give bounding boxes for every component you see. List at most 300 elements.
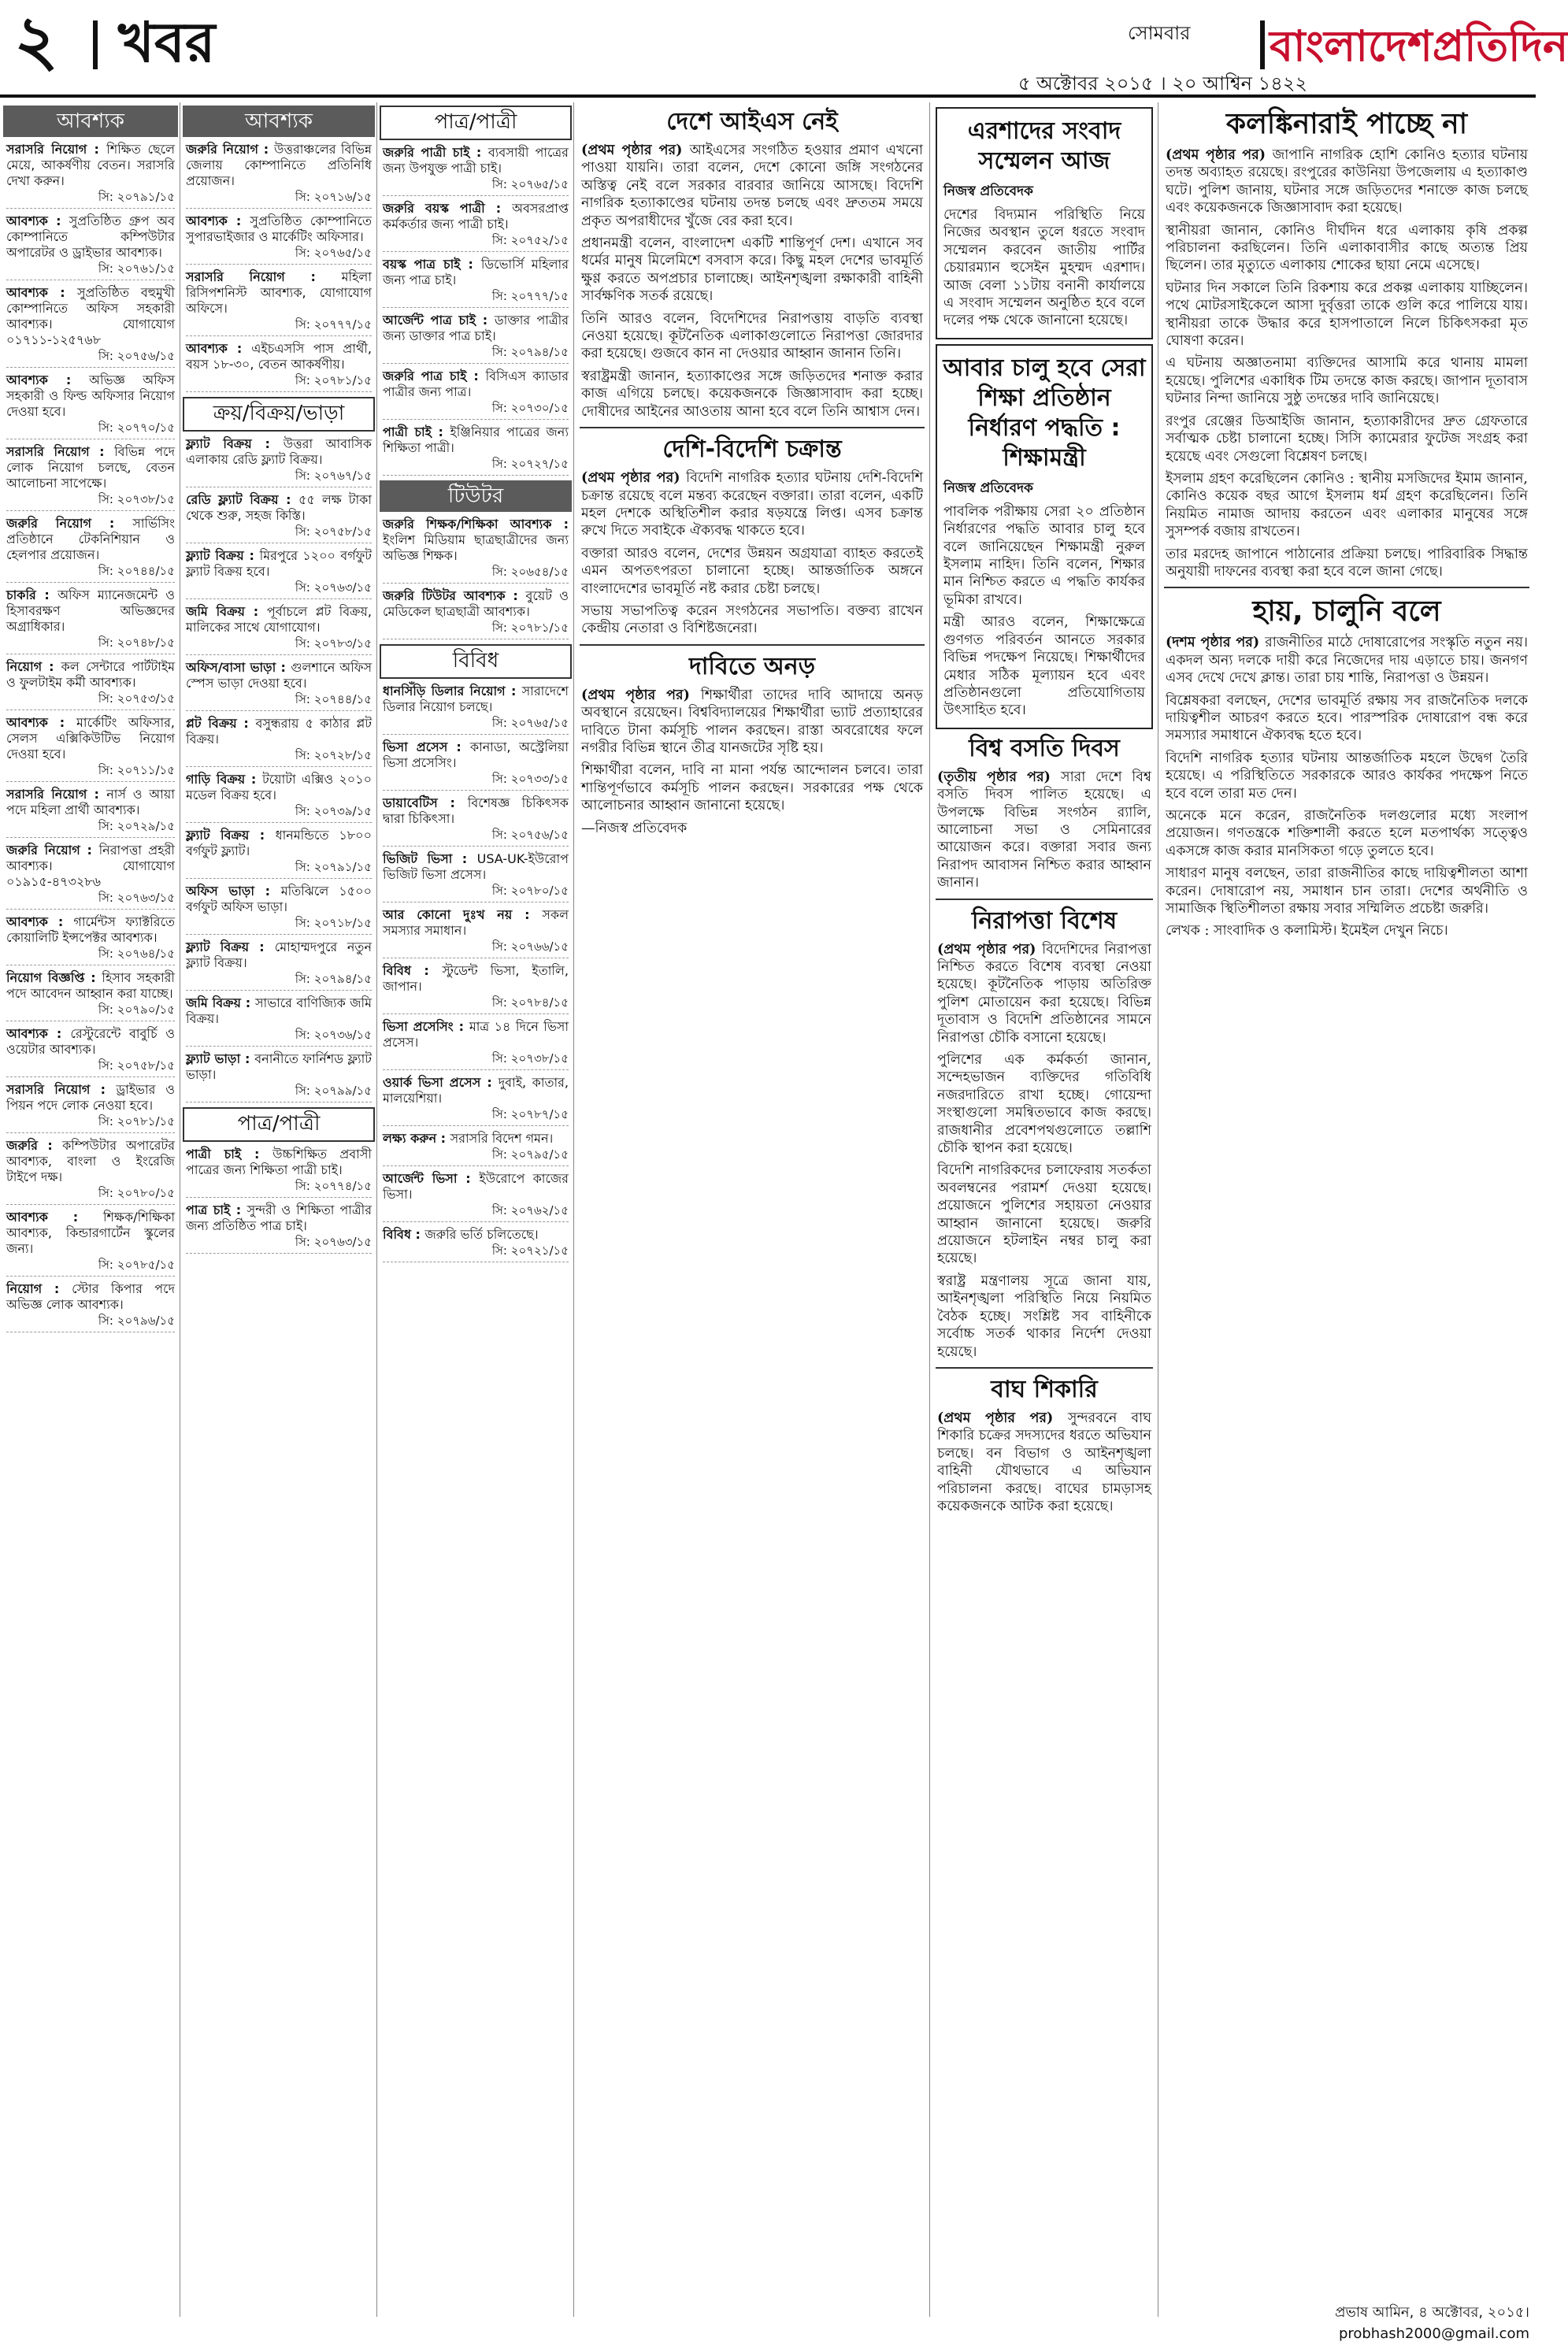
ad-title: আবশ্যক : bbox=[6, 213, 69, 228]
ad-code: সি: ২০৭৭০/১৫ bbox=[98, 421, 175, 435]
ad-text: কানাডা, অস্ট্রেলিয়া ভিসা প্রসেসিং। bbox=[383, 739, 569, 770]
ad-title: সরাসরি নিয়োগ : bbox=[6, 787, 107, 802]
story-paragraph bbox=[1166, 546, 1528, 581]
ad-title: ফ্ল্যাট বিক্রয় : bbox=[186, 436, 284, 451]
category-heading: পাত্র/পাত্রী bbox=[380, 106, 572, 140]
paragraph-text: সারা দেশে বিশ্ব বসতি দিবস পালিত হয়েছে। এ উপলক্ষে বিভিন্ন সংগঠন র‌্যালি, আলোচনা সভা ও সেমিনারের আয়োজন করে। বক্তারা সবার জন্য নিরাপদ আবাসন নিশ্চিত করার আহ্বান জানান। bbox=[937, 769, 1151, 891]
ad-text: নার্স ও আয়া পদে মহিলা প্রার্থী আবশ্যক। bbox=[6, 787, 175, 817]
logo-part-2: প্রতিদিন bbox=[1432, 20, 1568, 71]
headline-education[interactable]: আবার চালু হবে সেরা শিক্ষা প্রতিষ্ঠান নির্ধারণ পদ্ধতি : শিক্ষামন্ত্রী bbox=[943, 354, 1146, 472]
ad-text: জরুরি ভর্তি চলিতেছে। bbox=[424, 1227, 539, 1242]
ad-text: গুলশানে অফিস স্পেস ভাড়া দেওয়া হবে। bbox=[186, 660, 373, 691]
ad-title: জরুরি নিয়োগ : bbox=[6, 843, 99, 858]
classified-ad bbox=[6, 372, 175, 439]
paragraph-text: বক্তারা আরও বলেন, দেশের উন্নয়ন অগ্রযাত্রা ব্যাহত করতেই এমন অপতৎপরতা চালানো হচ্ছে। আন্তর্জাতিক অঙ্গনে বাংলাদেশের ভাবমূর্তি নষ্ট করার চেষ্টা চলছে। bbox=[581, 545, 923, 597]
category-heading: আবশ্যক bbox=[183, 106, 375, 137]
classified-ad bbox=[186, 716, 372, 767]
ad-text: মোহাম্মদপুরে নতুন ফ্ল্যাট বিক্রয়। bbox=[186, 939, 372, 970]
ad-text: রেস্টুরেন্টে বাবুর্চি ও ওয়েটার আবশ্যক। bbox=[6, 1026, 175, 1057]
classified-ad bbox=[383, 795, 569, 847]
ad-code: সি: ২০৭৫২/১৫ bbox=[491, 233, 569, 247]
story-paragraph bbox=[581, 687, 923, 758]
ad-code: সি: ২০৭৩৯/১৫ bbox=[295, 804, 372, 818]
byline: নিজস্ব প্রতিবেদক bbox=[943, 183, 1033, 199]
ad-text: অফিস ম্যানেজমেন্ট ও হিসাবরক্ষণ অভিজ্ঞদের অগ্রাধিকার। bbox=[6, 587, 175, 634]
classified-ad bbox=[383, 963, 569, 1014]
paragraph-text: বিশ্লেষকরা বলছেন, দেশের ভাবমূর্তি রক্ষায় সব রাজনৈতিক দলকে দায়িত্বশীল আচরণ করতে হবে। পারস্পরিক দোষারোপ বন্ধ করে সমস্যার সমাধানে ঐক্যবদ্ধ হতে হবে। bbox=[1166, 692, 1528, 744]
ad-code: সি: ২০৭২১/১৫ bbox=[491, 1243, 569, 1258]
paragraph-text: মন্ত্রী আরও বলেন, শিক্ষাক্ষেত্রে গুণগত পরিবর্তন আনতে সরকার বিভিন্ন পদক্ষেপ নিয়েছে। শিক্ষার্থীদের মেধার সঠিক মূল্যায়ন হবে এবং প্রতিষ্ঠানগুলো প্রতিযোগিতায় উৎসাহিত হবে। bbox=[943, 614, 1145, 719]
paragraph-text: অনেকে মনে করেন, রাজনৈতিক দলগুলোর মধ্যে সংলাপ প্রয়োজন। গণতন্ত্রকে শক্তিশালী করতে হলে মতপার্থক্য সত্ত্বেও একসঙ্গে কাজ করার মানসিকতা গড়ে তুলতে হবে। bbox=[1166, 808, 1528, 859]
ad-title: নিয়োগ বিজ্ঞপ্তি : bbox=[6, 970, 102, 985]
ad-code: সি: ২০৭৯৪/১৫ bbox=[295, 972, 372, 986]
ad-list bbox=[183, 436, 375, 1102]
story-paragraph bbox=[1166, 865, 1528, 917]
news-column-b bbox=[932, 102, 1156, 2315]
paragraph-text: রংপুর রেঞ্জের ডিআইজি জানান, হত্যাকারীদের দ্রুত গ্রেফতারে সর্বাত্মক চেষ্টা চালানো হচ্ছে। সিসি ক্যামেরার ফুটেজ সংগ্রহ করা হয়েছে এবং সেগুলো বিশ্লেষণ চলছে। bbox=[1166, 413, 1528, 465]
ad-title: জরুরি শিক্ষক/শিক্ষিকা আবশ্যক : bbox=[383, 517, 569, 532]
story-paragraph bbox=[943, 503, 1145, 609]
classified-ad bbox=[6, 843, 175, 910]
ad-code: সি: ২০৭৫৮/১৫ bbox=[295, 524, 372, 539]
classified-ad bbox=[186, 995, 372, 1047]
ad-text: হিসাব সহকারী পদে আবেদন আহ্বান করা যাচ্ছে। bbox=[6, 970, 175, 1001]
headline-adamant[interactable]: দাবিতে অনড় bbox=[688, 652, 816, 680]
classified-ad bbox=[186, 548, 372, 599]
classified-ad bbox=[6, 587, 175, 654]
story-paragraph bbox=[581, 545, 923, 598]
ad-list bbox=[380, 517, 572, 639]
ad-text: ইঞ্জিনিয়ার পাত্রের জন্য শিক্ষিতা পাত্রী। bbox=[383, 424, 569, 455]
ad-title: জরুরি নিয়োগ : bbox=[6, 516, 133, 531]
ad-title: অফিস ভাড়া : bbox=[186, 884, 281, 899]
classified-ad bbox=[186, 213, 372, 265]
ad-text: অবসরপ্রাপ্ত কর্মকর্তার জন্য পাত্রী চাই। bbox=[383, 201, 569, 232]
ad-title: আবশ্যক : bbox=[6, 715, 77, 730]
ad-title: আবশ্যক : bbox=[186, 341, 252, 356]
classified-ad bbox=[186, 142, 372, 209]
story-paragraph bbox=[1166, 280, 1528, 350]
ad-code: সি: ২০৭৭৭/১৫ bbox=[295, 317, 372, 332]
ad-title: জরুরি পাত্র চাই : bbox=[383, 369, 486, 384]
classified-ad bbox=[186, 492, 372, 543]
ad-code: সি: ২০৭৮১/১৫ bbox=[295, 373, 372, 387]
ad-code: সি: ২০৭৬৫/১৫ bbox=[295, 246, 372, 260]
category-heading: আবশ্যক bbox=[3, 106, 178, 137]
paragraph-text: ঘটনার দিন সকালে তিনি রিকশায় করে প্রকল্প এলাকায় যাচ্ছিলেন। পথে মোটরসাইকেলে আসা দুর্বৃত্তরা তাকে গুলি করে পালিয়ে যায়। স্থানীয়রা তাকে উদ্ধার করে হাসপাতালে নিলে চিকিৎসকরা মৃত ঘোষণা করেন। bbox=[1166, 280, 1528, 350]
classified-ad bbox=[6, 787, 175, 838]
ad-title: গাড়ি বিক্রয় : bbox=[186, 772, 263, 787]
ad-code: সি: ২০৭৯০/১৫ bbox=[98, 1002, 175, 1017]
ad-code: সি: ২০৭৭৪/১৫ bbox=[295, 1179, 372, 1193]
paragraph-text: পুলিশের এক কর্মকর্তা জানান, সন্দেহভাজন ব্যক্তিদের গতিবিধি নজরদারিতে রাখা হচ্ছে। গোয়েন্দা সংস্থাগুলো সমন্বিতভাবে কাজ করছে। রাজধানীর প্রবেশপথগুলোতে তল্লাশি চৌকি স্থাপন করা হয়েছে। bbox=[937, 1052, 1151, 1157]
ad-text: মতিঝিলে ১৫০০ বর্গফুট অফিস ভাড়া। bbox=[186, 884, 372, 914]
ad-code: সি: ২০৭৬৬/১৫ bbox=[491, 939, 569, 954]
paragraph-text: তিনি আরও বলেন, বিদেশিদের নিরাপত্তায় বাড়তি ব্যবস্থা নেওয়া হয়েছে। কূটনৈতিক এলাকাগুলোতে নিরাপত্তা জোরদার করা হয়েছে। গুজবে কান না দেওয়ার আহ্বান জানান তিনি। bbox=[581, 310, 923, 362]
day-name: সোমবার bbox=[1128, 22, 1191, 44]
classified-ad bbox=[6, 715, 175, 782]
section-title: খবর bbox=[118, 9, 216, 75]
ad-text: সুপ্রতিষ্ঠিত গ্রুপ অব কোম্পানিতে কম্পিউটার অপারেটর ও ড্রাইভার আবশ্যক। bbox=[6, 213, 175, 260]
paragraph-text: তার মরদেহ জাপানে পাঠানোর প্রক্রিয়া চলছে। পারিবারিক সিদ্ধান্ত অনুযায়ী দাফনের ব্যবস্থা করা হবে বলে জানা গেছে। bbox=[1166, 546, 1528, 580]
ad-text: মিরপুরে ১২০০ বর্গফুট ফ্ল্যাট বিক্রয় হবে। bbox=[186, 548, 372, 579]
headline-conspiracy[interactable]: দেশি-বিদেশি চক্রান্ত bbox=[662, 435, 842, 464]
story-paragraph bbox=[1166, 413, 1528, 465]
story-paragraph bbox=[1166, 146, 1528, 217]
ad-code: সি: ২০৭৪৪/১৫ bbox=[295, 692, 372, 706]
column-rule bbox=[573, 102, 574, 2317]
continuation-label: (প্রথম পৃষ্ঠার পর) bbox=[937, 1410, 1068, 1426]
ad-title: ফ্ল্যাট বিক্রয় : bbox=[186, 939, 275, 954]
paragraph-text: বিদেশিদের নিরাপত্তা নিশ্চিত করতে বিশেষ ব্যবস্থা নেওয়া হয়েছে। কূটনৈতিক পাড়ায় অতিরিক্ত পুলিশ মোতায়েন করা হয়েছে। বিভিন্ন দূতাবাস ও বিদেশি প্রতিষ্ঠানের সামনে নিরাপত্তা চৌকি বসানো হয়েছে। bbox=[937, 941, 1151, 1046]
ad-code: সি: ২০৭৫৬/১৫ bbox=[491, 828, 569, 842]
classified-ad bbox=[383, 1131, 569, 1166]
logo-part-1: বাংলাদেশ bbox=[1270, 20, 1433, 71]
story-body bbox=[581, 469, 923, 638]
ad-title: রেডি ফ্ল্যাট বিক্রয় : bbox=[186, 492, 299, 507]
ad-title: আবশ্যক : bbox=[6, 372, 90, 387]
ad-text: সার্ভিসিং প্রতিষ্ঠানে টেকনিশিয়ান ও হেলপার প্রয়োজন। bbox=[6, 516, 175, 562]
ad-text: বিশেষজ্ঞ চিকিৎসক দ্বারা চিকিৎসা। bbox=[383, 795, 569, 826]
paragraph-text: প্রধানমন্ত্রী বলেন, বাংলাদেশ একটি শান্তিপূর্ণ দেশ। এখানে সব ধর্মের মানুষ মিলেমিশে বসবাস করে। কিছু মহল দেশের ভাবমূর্তি ক্ষুণ্ণ করতে অপপ্রচার চালাচ্ছে। আইনশৃঙ্খলা রক্ষাকারী বাহিনী সার্বক্ষণিক সতর্ক রয়েছে। bbox=[581, 235, 923, 305]
ad-text: সুন্দরী ও শিক্ষিতা পাত্রীর জন্য প্রতিষ্ঠিত পাত্র চাই। bbox=[186, 1202, 372, 1233]
ad-code: সি: ২০৭৯৪/১৫ bbox=[491, 345, 569, 359]
story-body bbox=[943, 503, 1145, 720]
story-paragraph bbox=[581, 235, 923, 306]
story-body bbox=[943, 206, 1145, 330]
ad-code: সি: ২০৭৮৪/১৫ bbox=[491, 995, 569, 1010]
column-rule bbox=[929, 102, 930, 2317]
classified-ad bbox=[383, 145, 569, 196]
ad-title: ধানসিঁড়ি ডিলার নিয়োগ : bbox=[383, 684, 522, 699]
ad-code: সি: ২০৭৩০/১৫ bbox=[491, 401, 569, 415]
paragraph-text: স্বরাষ্ট্রমন্ত্রী জানান, হত্যাকাণ্ডের সঙ্গে জড়িতদের শনাক্ত করার কাজ এগিয়ে চলছে। কয়েকজনকে জিজ্ঞাসাবাদ করা হচ্ছে। দোষীদের আইনের আওতায় আনা হবে বলে তিনি আশ্বাস দেন। bbox=[581, 368, 923, 420]
story-body bbox=[937, 769, 1151, 892]
ad-code: সি: ২০৭৬৫/১৫ bbox=[491, 716, 569, 730]
ad-text: সুপ্রতিষ্ঠিত কোম্পানিতে সুপারভাইজার ও মার্কেটিং অফিসার। bbox=[186, 213, 372, 244]
ad-text: স্টোর কিপার পদে অভিজ্ঞ লোক আবশ্যক। bbox=[6, 1281, 175, 1312]
ad-title: ভিসা প্রসেস : bbox=[383, 739, 470, 754]
story-body bbox=[937, 941, 1151, 1361]
ad-code: সি: ২০৭৭৭/১৫ bbox=[491, 289, 569, 303]
ad-code: সি: ২০৭৮১/১৫ bbox=[491, 621, 569, 635]
ad-text: গার্মেন্টস ফ্যাক্টরিতে কোয়ালিটি ইন্সপেক্টর আবশ্যক। bbox=[6, 914, 175, 945]
ad-list bbox=[380, 684, 572, 1262]
ad-title: লক্ষ্য করুন : bbox=[383, 1131, 450, 1146]
ad-code: সি: ২০৭৯৬/১৫ bbox=[98, 1314, 175, 1328]
headline-sieve[interactable]: হায়, চালুনি বলে bbox=[1252, 595, 1441, 628]
masthead bbox=[0, 0, 1568, 99]
story-paragraph bbox=[937, 1051, 1151, 1157]
ad-title: নিয়োগ : bbox=[6, 659, 61, 674]
ad-text: সারাদেশে ডিলার নিয়োগ চলছে। bbox=[383, 684, 569, 714]
story-paragraph bbox=[1166, 922, 1528, 939]
story-body bbox=[937, 1410, 1151, 1515]
story-paragraph bbox=[937, 1273, 1151, 1361]
ad-text: পূর্বাচলে প্লট বিক্রয়, মালিকের সাথে যোগাযোগ। bbox=[186, 604, 372, 635]
classified-column-2 bbox=[183, 102, 375, 2315]
news-column-c bbox=[1161, 102, 1533, 2292]
category-heading: টিউটর bbox=[380, 480, 572, 512]
classified-ad bbox=[6, 1281, 175, 1332]
ad-code: সি: ২০৭৫৩/১৫ bbox=[98, 691, 175, 706]
ad-text: মাত্র ১৪ দিনে ভিসা প্রসেস। bbox=[383, 1019, 569, 1050]
story-paragraph bbox=[581, 142, 923, 230]
ad-text: কম্পিউটার অপারেটর আবশ্যক, বাংলা ও ইংরেজি টাইপে দক্ষ। bbox=[6, 1138, 176, 1184]
ad-title: পাত্রী চাই : bbox=[186, 1147, 273, 1162]
story-divider bbox=[1164, 587, 1529, 588]
story-body bbox=[581, 142, 923, 421]
classified-ad bbox=[186, 828, 372, 879]
ad-code: সি: ২০৭১৬/১৫ bbox=[295, 190, 372, 204]
ad-title: পাত্রী চাই : bbox=[383, 424, 450, 439]
paragraph-text: রাজনীতির মাঠে দোষারোপের সংস্কৃতি নতুন নয়। একদল অন্য দলকে দায়ী করে নিজেদের দায় এড়াতে চায়। জনগণ এসব দেখে দেখে ক্লান্ত। তারা চায় শান্তি, নিরাপত্তা ও উন্নয়ন। bbox=[1166, 635, 1529, 687]
ad-title: প্লট বিক্রয় : bbox=[186, 716, 256, 731]
ad-title: সরাসরি নিয়োগ : bbox=[6, 142, 107, 157]
continuation-label: (প্রথম পৃষ্ঠার পর) bbox=[581, 143, 690, 158]
ad-code: সি: ২০৭৯৯/১৫ bbox=[295, 1084, 372, 1098]
ad-text: অভিজ্ঞ অফিস সহকারী ও ফিল্ড অফিসার নিয়োগ দেওয়া হবে। bbox=[6, 372, 175, 419]
ad-text: ইংলিশ মিডিয়াম ছাত্রছাত্রীদের জন্য অভিজ্ঞ শিক্ষক। bbox=[383, 532, 569, 563]
ad-text: ডিভোর্সি মহিলার জন্য পাত্র চাই। bbox=[383, 257, 569, 287]
byline: নিজস্ব প্রতিবেদক bbox=[943, 480, 1033, 496]
column-footer: প্রভাষ আমিন, ৪ অক্টোবর, ২০১৫। probhash2000@gmail.com bbox=[1335, 2304, 1529, 2342]
ad-code: সি: ২০৭২৭/১৫ bbox=[491, 457, 569, 471]
story-paragraph bbox=[581, 820, 923, 837]
ad-text: ব্যবসায়ী পাত্রের জন্য উপযুক্ত পাত্রী চাই। bbox=[383, 145, 569, 176]
ad-text: সুপ্রতিষ্ঠিত বহুমুখী কোম্পানিতে অফিস সহকারী আবশ্যক। যোগাযোগ ০১৭১১-১২৫৭৬৮ bbox=[6, 285, 175, 347]
paragraph-text: পাবলিক পরীক্ষায় সেরা ২০ প্রতিষ্ঠান নির্ধারণের পদ্ধতি আবার চালু হবে বলে জানিয়েছেন শিক্ষামন্ত্রী নুরুল ইসলাম নাহিদ। তিনি বলেন, শিক্ষার মান নিশ্চিত করতে এ পদ্ধতি কার্যকর ভূমিকা রাখবে। bbox=[943, 503, 1145, 608]
paragraph-text: সভায় সভাপতিত্ব করেন সংগঠনের সভাপতি। বক্তব্য রাখেন কেন্দ্রীয় নেতারা ও বিশিষ্টজনেরা। bbox=[581, 602, 923, 637]
ad-title: বিবিধ : bbox=[383, 1227, 425, 1242]
classified-ad bbox=[186, 1202, 372, 1254]
ad-title: জমি বিক্রয় : bbox=[186, 604, 267, 619]
continuation-label: (প্রথম পৃষ্ঠার পর) bbox=[581, 470, 687, 487]
classified-ad bbox=[6, 659, 175, 710]
ad-text: মহিলা রিসিপশনিস্ট আবশ্যক, যোগাযোগ অফিসে। bbox=[186, 269, 372, 316]
paragraph-text: লেখক : সাংবাদিক ও কলামিস্ট। ইমেইল দেখুন নিচে। bbox=[1166, 923, 1448, 939]
ad-code: সি: ২০৭৮৭/১৫ bbox=[491, 1107, 569, 1121]
classified-ad bbox=[186, 341, 372, 392]
ad-text: বসুন্ধরায় ৫ কাঠার প্লট বিক্রয়। bbox=[186, 716, 372, 747]
ad-text: মার্কেটিং অফিসার, সেলস এক্সিকিউটিভ নিয়োগ দেওয়া হবে। bbox=[6, 715, 175, 762]
dateline: ৫ অক্টোবর ২০১৫ । ২০ আশ্বিন ১৪২২ bbox=[1018, 72, 1307, 94]
ad-title: ফ্ল্যাট বিক্রয় : bbox=[186, 828, 276, 843]
ad-text: নিরাপত্তা প্রহরী আবশ্যক। যোগাযোগ ০১৯১৫-৪৭৩২৮৬ bbox=[6, 843, 176, 889]
paragraph-text: বিদেশি নাগরিক হত্যার ঘটনায় আন্তর্জাতিক মহলে উদ্বেগ তৈরি হয়েছে। এ পরিস্থিতিতে সরকারকে আরও কার্যকর পদক্ষেপ নিতে হবে বলে তারা মত দেন। bbox=[1166, 750, 1528, 802]
story-paragraph bbox=[943, 613, 1145, 719]
ad-text: সকল সমস্যার সমাধান। bbox=[383, 907, 569, 938]
paragraph-text: শিক্ষার্থীরা বলেন, দাবি না মানা পর্যন্ত আন্দোলন চলবে। তারা শান্তিপূর্ণভাবে কর্মসূচি পালন করছেন। সরকারের পক্ষ থেকে আলোচনার আহ্বান জানানো হয়েছে। bbox=[581, 762, 923, 814]
ad-code: সি: ২০৭৮০/১৫ bbox=[98, 1186, 175, 1200]
classified-ad bbox=[186, 1051, 372, 1102]
ad-text: সাভারে বাণিজ্যিক জমি বিক্রয়। bbox=[186, 995, 372, 1026]
ad-text: বনানীতে ফার্নিশড ফ্ল্যাট ভাড়া। bbox=[186, 1051, 372, 1082]
ad-title: ভিসা প্রসেসিং : bbox=[383, 1019, 469, 1034]
ad-title: জরুরি টিউটর আবশ্যক : bbox=[383, 588, 526, 603]
ad-title: পাত্র চাই : bbox=[186, 1202, 247, 1217]
ad-text: উত্তরা আবাসিক এলাকায় রেডি ফ্ল্যাট বিক্রয়। bbox=[186, 436, 373, 467]
classified-ad bbox=[6, 142, 175, 209]
ad-title: আবশ্যক : bbox=[6, 1210, 103, 1225]
ad-code: সি: ২০৭৫৬/১৫ bbox=[98, 349, 175, 363]
ad-text: USA-UK-ইউরোপ ভিজিট ভিসা প্রসেস। bbox=[383, 851, 569, 882]
ad-text: বুয়েট ও মেডিকেল ছাত্রছাত্রী আবশ্যক। bbox=[383, 588, 569, 619]
ad-code: সি: ২০৭১৮/১৫ bbox=[295, 916, 372, 930]
classified-ad bbox=[6, 914, 175, 965]
masthead-rule bbox=[0, 94, 1536, 98]
story-body bbox=[1166, 146, 1528, 580]
category-heading: বিবিধ bbox=[380, 644, 572, 679]
ad-text: ড্রাইভার ও পিয়ন পদে লোক নেওয়া হবে। bbox=[6, 1082, 175, 1113]
paragraph-text: শিক্ষার্থীরা তাদের দাবি আদায়ে অনড় অবস্থানে রয়েছেন। বিশ্ববিদ্যালয়ের শিক্ষার্থীরা ভ্যাট প্রত্যাহারের দাবিতে টানা কর্মসূচি পালন করছেন। রাস্তা অবরোধের ফলে নগরীর বিভিন্ন স্থানে তীব্র যানজটের সৃষ্টি হয়। bbox=[581, 687, 923, 756]
story-paragraph bbox=[937, 1410, 1151, 1515]
ad-code: সি: ২০৭৫৮/১৫ bbox=[98, 1058, 175, 1073]
classified-ad bbox=[6, 213, 175, 280]
headline-habitat-day[interactable]: বিশ্ব বসতি দিবস bbox=[969, 734, 1120, 762]
page-number: ২ bbox=[14, 1, 58, 80]
classified-ad bbox=[6, 1026, 175, 1077]
ad-code: সি: ২০৭৮০/১৫ bbox=[491, 884, 569, 898]
classified-column-1 bbox=[3, 102, 178, 2315]
paragraph-text: জাপানি নাগরিক হোশি কোনিও হত্যার ঘটনায় তদন্ত অব্যাহত রয়েছে। রংপুরের কাউনিয়া উপজেলায় এ হত্যাকাণ্ড ঘটে। পুলিশ জানায়, ঘটনার সঙ্গে জড়িতদের শনাক্তে কাজ চলছে এবং কয়েকজনকে জিজ্ঞাসাবাদ করা হয়েছে। bbox=[1166, 147, 1528, 217]
story-divider bbox=[580, 644, 925, 646]
ad-title: সরাসরি নিয়োগ : bbox=[6, 444, 115, 459]
ad-code: সি: ২০৭৩৮/১৫ bbox=[98, 492, 175, 506]
paragraph-text: আইএসের সংগঠিত হওয়ার প্রমাণ এখনো পাওয়া যায়নি। তারা বলেন, দেশে কোনো জঙ্গি সংগঠনের অস্তিত্ব নেই বলে সরকার বারবার জানিয়ে আসছে। বিদেশি নাগরিক হত্যাকাণ্ডের ঘটনায় তদন্ত চলছে এবং দ্রুততম সময়ে প্রকৃত অপরাধীদের খুঁজে বের করা হবে। bbox=[581, 143, 923, 229]
ad-text: ইউরোপে কাজের ভিসা। bbox=[383, 1171, 569, 1202]
ad-code: সি: ২০৭৪৪/১৫ bbox=[98, 564, 175, 578]
classified-ad bbox=[383, 313, 569, 364]
ad-title: আবশ্যক : bbox=[6, 285, 77, 300]
headline-security[interactable]: নিরাপত্তা বিশেষ bbox=[971, 906, 1118, 935]
classified-ad bbox=[383, 257, 569, 308]
ad-title: বিবিধ : bbox=[383, 963, 443, 978]
ad-text: স্টুডেন্ট ভিসা, ইতালি, জাপান। bbox=[383, 963, 569, 994]
ad-code: সি: ২০৭৯১/১৫ bbox=[295, 860, 372, 874]
classified-ad bbox=[383, 424, 569, 476]
headline-is[interactable]: দেশে আইএস নেই bbox=[666, 108, 838, 135]
story-paragraph bbox=[937, 1162, 1151, 1267]
classified-ad bbox=[186, 939, 372, 991]
classified-ad bbox=[383, 739, 569, 791]
story-paragraph bbox=[1166, 470, 1528, 541]
ad-code: সি: ২০৭৩৩/১৫ bbox=[491, 772, 569, 786]
classified-ad bbox=[6, 516, 175, 583]
story-paragraph bbox=[1166, 807, 1528, 860]
ad-title: জরুরি নিয়োগ : bbox=[186, 142, 275, 157]
continuation-label: (দশম পৃষ্ঠার পর) bbox=[1166, 635, 1266, 651]
classified-ad bbox=[383, 851, 569, 902]
paragraph-text: স্থানীয়রা জানান, কোনিও দীর্ঘদিন ধরে এলাকায় কৃষি প্রকল্প পরিচালনা করছিলেন। তিনি এলাকাবাসীর কাছে অত্যন্ত প্রিয় ছিলেন। তার মৃত্যুতে এলাকায় শোকের ছায়া নেমে এসেছে। bbox=[1166, 222, 1528, 274]
ad-text: কল সেন্টারে পার্টটাইম ও ফুলটাইম কর্মী আবশ্যক। bbox=[6, 659, 175, 690]
paragraph-text: স্বরাষ্ট্র মন্ত্রণালয় সূত্রে জানা যায়, আইনশৃঙ্খলা পরিস্থিতি নিয়ে নিয়মিত বৈঠক হচ্ছে। সংশ্লিষ্ট সব বাহিনীকে সর্বোচ্চ সতর্ক থাকার নির্দেশ দেওয়া হয়েছে। bbox=[937, 1273, 1151, 1360]
ad-code: সি: ২০৬৫৪/১৫ bbox=[491, 565, 569, 579]
ad-title: জরুরি পাত্রী চাই : bbox=[383, 145, 488, 160]
ad-code: সি: ২০৭১১/১৫ bbox=[98, 763, 175, 777]
ad-text: বিভিন্ন পদে লোক নিয়োগ চলছে, বেতন আলোচনা সাপেক্ষে। bbox=[6, 444, 175, 491]
classified-ad bbox=[6, 1138, 175, 1205]
classified-ad bbox=[186, 772, 372, 823]
ad-title: ওয়ার্ক ভিসা প্রসেস : bbox=[383, 1075, 499, 1090]
ad-title: ডায়াবেটিস : bbox=[383, 795, 468, 810]
paragraph-text: সাধারণ মানুষ বলছেন, তারা রাজনীতির কাছে দায়িত্বশীলতা আশা করেন। দোষারোপ নয়, সমাধান চান তারা। দেশের অর্থনীতি ও সামাজিক স্থিতিশীলতা রক্ষায় সবার সম্মিলিত প্রচেষ্টা জরুরি। bbox=[1166, 865, 1528, 917]
story-paragraph bbox=[1166, 634, 1528, 687]
ad-list bbox=[380, 145, 572, 476]
ad-title: আবশ্যক : bbox=[6, 914, 74, 929]
story-paragraph bbox=[581, 368, 923, 421]
ad-code: সি: ২০৭৩৮/১৫ bbox=[491, 1051, 569, 1065]
story-box bbox=[936, 344, 1153, 729]
newspaper-logo[interactable] bbox=[1270, 6, 1568, 85]
ad-list bbox=[183, 1147, 375, 1254]
ad-code: সি: ২০৭৬৪/১৫ bbox=[98, 947, 175, 961]
story-body bbox=[581, 687, 923, 837]
continuation-label: (প্রথম পৃষ্ঠার পর) bbox=[581, 687, 701, 703]
story-paragraph bbox=[1166, 692, 1528, 745]
news-column-a bbox=[576, 102, 928, 2315]
ad-list bbox=[3, 142, 178, 1332]
story-paragraph bbox=[1166, 354, 1528, 407]
ad-code: সি: ২০৭৮৫/১৫ bbox=[98, 1258, 175, 1272]
classified-ad bbox=[186, 269, 372, 336]
classified-ad bbox=[383, 517, 569, 584]
ad-text: ধানমন্ডিতে ১৮০০ বর্গফুট ফ্ল্যাট। bbox=[186, 828, 372, 858]
story-paragraph bbox=[581, 310, 923, 363]
ad-title: অফিস/বাসা ভাড়া : bbox=[186, 660, 291, 675]
ad-text: শিক্ষক/শিক্ষিকা আবশ্যক, কিন্ডারগার্টেন স্কুলের জন্য। bbox=[6, 1210, 175, 1256]
ad-code: সি: ২০৭৮৩/১৫ bbox=[295, 636, 372, 650]
classified-ad bbox=[186, 604, 372, 655]
classified-ad bbox=[383, 684, 569, 735]
classified-ad bbox=[383, 907, 569, 958]
story-paragraph bbox=[1166, 750, 1528, 802]
continuation-label: (তৃতীয় পৃষ্ঠার পর) bbox=[937, 769, 1062, 785]
classified-ad bbox=[6, 285, 175, 368]
ad-code: সি: ২০৭৩৬/১৫ bbox=[295, 1028, 372, 1042]
ad-text: উত্তরাঞ্চলের বিভিন্ন জেলায় কোম্পানিতে প্রতিনিধি প্রয়োজন। bbox=[186, 142, 372, 188]
paragraph-text: বিদেশি নাগরিকদের চলাফেরায় সতর্কতা অবলম্বনের পরামর্শ দেওয়া হয়েছে। প্রয়োজনে পুলিশের সহায়তা নেওয়ার আহ্বান জানানো হয়েছে। জরুরি প্রয়োজনে হটলাইন নম্বর চালু করা হয়েছে। bbox=[937, 1162, 1151, 1267]
story-paragraph bbox=[581, 469, 923, 540]
headline-konio[interactable]: কলঙ্কিনারাই পাচ্ছে না bbox=[1225, 108, 1468, 140]
ad-code: সি: ২০৭৬৩/১৫ bbox=[98, 891, 175, 905]
ad-text: দুবাই, কাতার, মালয়েশিয়া। bbox=[383, 1075, 569, 1106]
paragraph-text: এ ঘটনায় অজ্ঞাতনামা ব্যক্তিদের আসামি করে থানায় মামলা হয়েছে। পুলিশের একাধিক টিম তদন্তে কাজ করছে। জাপান দূতাবাস ঘটনার নিন্দা জানিয়ে সুষ্ঠু তদন্তের দাবি জানিয়েছে। bbox=[1166, 355, 1528, 407]
story-box bbox=[936, 107, 1153, 339]
ad-title: বয়স্ক পাত্র চাই : bbox=[383, 257, 481, 272]
ad-code: সি: ২০৭৯১/১৫ bbox=[98, 190, 175, 204]
story-paragraph bbox=[581, 602, 923, 638]
headline-tiger-poacher[interactable]: বাঘ শিকারি bbox=[991, 1375, 1098, 1403]
paragraph-text: —নিজস্ব প্রতিবেদক bbox=[581, 820, 688, 836]
masthead-divider bbox=[93, 20, 98, 69]
ad-code: সি: ২০৭৪৮/১৫ bbox=[98, 636, 175, 650]
story-paragraph bbox=[581, 762, 923, 814]
classified-column-3 bbox=[380, 102, 572, 2315]
category-heading: পাত্র/পাত্রী bbox=[183, 1107, 375, 1142]
classified-ad bbox=[6, 970, 175, 1021]
story-paragraph bbox=[1166, 222, 1528, 275]
ad-title: আর্জেন্ট পাত্র চাই : bbox=[383, 313, 495, 328]
ad-text: এইচএসসি পাস প্রার্থী, বয়স ১৮-৩০, বেতন আকর্ষণীয়। bbox=[186, 341, 372, 372]
category-heading: ক্রয়/বিক্রয়/ভাড়া bbox=[183, 397, 375, 432]
ad-title: চাকরি : bbox=[6, 587, 58, 602]
ad-text: ডাক্তার পাত্রীর জন্য ডাক্তার পাত্র চাই। bbox=[383, 313, 569, 343]
ad-code: সি: ২০৭৯৫/১৫ bbox=[491, 1147, 569, 1162]
headline-ershad[interactable]: এরশাদের সংবাদ সম্মেলন আজ bbox=[967, 117, 1121, 175]
ad-code: সি: ২০৭৬১/১৫ bbox=[98, 261, 175, 276]
classified-ad bbox=[383, 1171, 569, 1222]
